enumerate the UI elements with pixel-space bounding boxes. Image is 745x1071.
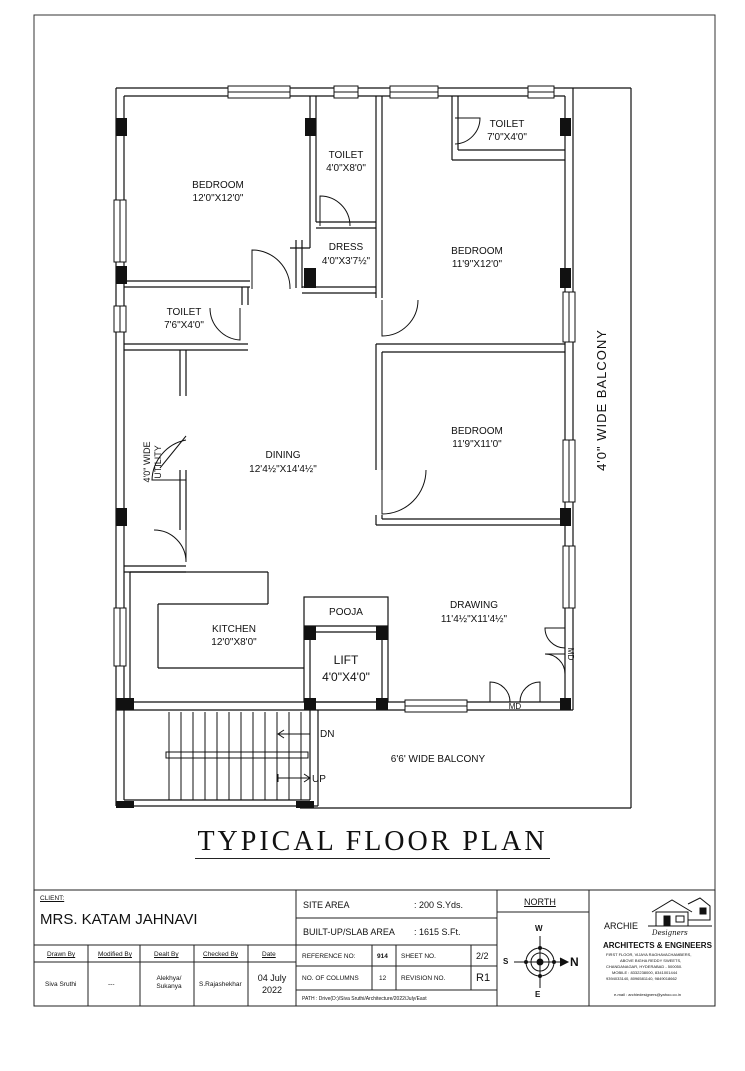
utility-label: 4'0" WIDE [142,441,152,483]
dealt-by-value: Alekhya/ Sukanya [156,975,182,990]
checked-by-value: S.Rajashekhar [199,981,242,988]
room-name: BEDROOM [451,426,503,437]
client-label: CLIENT: [40,895,65,902]
compass-n: N [570,955,579,969]
firm-address-line: MOBILE : 8332238000, 8341001444 [612,970,678,975]
room-size: 12'4½"X14'4½" [249,464,317,475]
header-date: Date [262,951,276,958]
utility-label: UTILITY [153,445,163,479]
room-name: TOILET [489,119,525,130]
header-drawn-by: Drawn By [47,951,76,958]
room-name: KITCHEN [212,624,256,635]
client-name: MRS. KATAM JAHNAVI [40,911,198,928]
header-dealt-by: Dealt By [154,951,179,958]
compass-s: S [503,957,509,966]
site-area-value: : 200 S.Yds. [414,900,464,910]
firm-subtitle: ARCHITECTS & ENGINEERS [603,941,712,950]
modified-by-value: --- [108,981,115,988]
staircase [166,712,310,800]
room-size: 12'0"X8'0" [211,637,257,648]
pooja-label: POOJA [329,607,363,618]
firm-logo-icon [648,898,712,926]
firm-address-line: 9394033140, 8096581140, 9849018662 [606,976,677,981]
firm-address-line: CHANDANAGAR, HYDERABAD - 500050. [606,964,683,969]
revision-label: REVISION NO. [401,975,446,982]
stair-up-label: UP [312,774,326,785]
date-value: 04 July 2022 [257,973,287,995]
header-checked-by: Checked By [203,951,239,958]
firm-name: ARCHIE [604,921,639,931]
room-size: 4'0"X3'7½" [321,256,371,267]
room-size: 4'0"X8'0" [326,163,366,174]
reference-value: 914 [377,953,388,960]
md-label: MD [566,647,575,661]
room-size: 11'9"X11'0" [452,439,502,450]
room-name: TOILET [166,307,202,318]
built-area-label: BUILT-UP/SLAB AREA [303,927,395,937]
md-label: MD [508,702,522,711]
room-name: DINING [265,450,301,461]
room-name: DRESS [328,242,364,253]
room-size: 7'6"X4'0" [164,320,204,331]
header-modified-by: Modified By [98,951,132,958]
room-name: BEDROOM [451,246,503,257]
room-name: LIFT [333,653,359,667]
firm-email: e-mail : archiedesigners@yahoo.co.in [614,992,681,997]
file-path: PATH : Drive(D:)/Siva Sruthi/Architecture/2022/July/East [302,996,427,1002]
north-label: NORTH [524,897,556,907]
built-area-value: : 1615 S.Ft. [414,927,461,937]
compass-w: W [535,924,543,933]
drawn-by-value: Siva Sruthi [45,981,77,988]
firm-address-line: ABOVE BIGHA REDDY SWEETS, [620,958,682,963]
firm-script: Designers [652,929,688,937]
firm-address-line: FIRST FLOOR, VIJAYA RAGHAVACHAMBERS, [606,952,692,957]
balcony-right-label: 4'0" WIDE BALCONY [594,329,609,471]
north-compass-icon [514,936,568,988]
sheet-label: SHEET NO. [401,953,436,960]
stair-dn-label: DN [320,729,335,740]
plan-title [0,826,745,858]
reference-label: REFERENCE NO: [302,953,356,960]
sheet-value: 2/2 [476,951,489,961]
columns-value: 12 [379,975,387,982]
room-name: BEDROOM [192,180,244,191]
room-size: 4'0"X4'0" [322,670,370,684]
room-size: 11'4½"X11'4½" [440,614,508,625]
room-name: TOILET [328,150,364,161]
room-size: 12'0"X12'0" [192,193,244,204]
columns-label: NO. OF COLUMNS [302,975,359,982]
room-size: 11'9"X12'0" [451,259,503,270]
room-name: DRAWING [450,600,498,611]
site-area-label: SITE AREA [303,900,350,910]
revision-value: R1 [476,972,491,984]
room-size: 7'0"X4'0" [487,132,527,143]
plan-title-text: TYPICAL FLOOR PLAN [197,826,548,857]
compass-e: E [535,990,541,999]
balcony-bottom-label: 6'6' WIDE BALCONY [390,754,486,765]
